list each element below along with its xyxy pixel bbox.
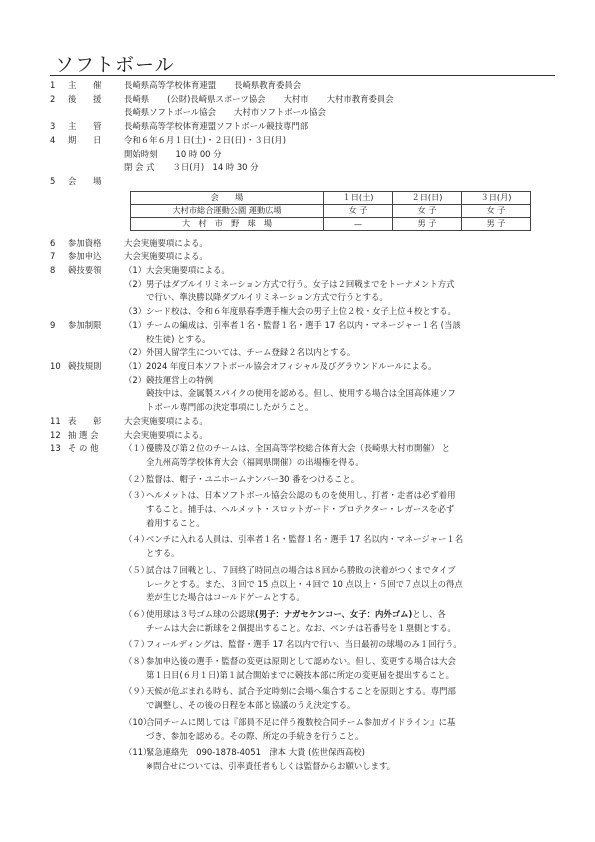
venue-table-header: [131, 191, 531, 204]
section-label: 参加資格: [68, 237, 102, 248]
table-cell: 大 村 市 野 球 場: [131, 217, 324, 230]
list-item: [50, 473, 555, 487]
section-label: 競技規則: [68, 360, 102, 371]
list-item-number: （８）: [124, 656, 150, 667]
section-number: 10: [50, 360, 61, 371]
list-item: [50, 638, 555, 652]
list-item-text: 合同チームに関しては『部員不足に伴う複数校合同チーム参加ガイドライン』に基 づき、参加を認める。その際、所定の手続きを行うこと。: [146, 716, 456, 741]
sponsor: (公財)長崎県スポーツ協会: [167, 93, 266, 104]
list-item-text: ベンチに入れる人員は、引率者１名・監督１名・選手 17 名以内・マネージャー１名 とする。: [146, 534, 464, 559]
section-dates: [50, 134, 555, 148]
section-label: 参加制限: [68, 319, 102, 330]
sponsor: 大村市ソフトボール協会: [233, 107, 326, 118]
list-item-text: ヘルメットは、日本ソフトボール協会公認のものを使用し、打者・走者は必ず着用 すること。捕手は、ヘルメット・スロットガード・プロテクター・レガースを必ず 着用すること。: [146, 490, 456, 528]
section-eligibility: [50, 237, 555, 251]
list-item-number: （６）: [124, 608, 150, 619]
section-venue: [50, 175, 555, 189]
list-item: （2） 競技運営上の特例 競技中は、金属製スパイクの使用を認める。但し、使用する場合は全国高体連ソフ トボール専門部の決定事項にしたがうこと。: [124, 374, 456, 413]
table-cell: 女 子: [324, 204, 393, 217]
table-cell: 男 子: [393, 217, 462, 230]
column-header: １日(土): [324, 191, 393, 204]
list-item-number: （３）: [124, 490, 150, 501]
list-item-text: 監督は、帽子・ユニホームナンバー30 番をつけること。: [146, 473, 360, 484]
section-label: 主 管: [68, 121, 102, 132]
start-time-label: 開始時刻: [124, 148, 158, 159]
section-draw: [50, 429, 555, 443]
closing-ceremony-label: 閉 会 式: [124, 162, 155, 173]
list-item-number: （２）: [124, 473, 150, 484]
list-item-text: 緊急連絡先 090-1878-4051 津本 大貴 (佐世保西高校) ※問合せについては、引率責任者もしくは監督からお願いします。: [146, 747, 396, 771]
section-number: 1: [50, 80, 56, 90]
section-number: 3: [50, 121, 56, 132]
list-item-number: （４）: [124, 534, 150, 545]
section-number: 5: [50, 175, 56, 186]
section-awards: [50, 415, 555, 429]
organizer-1: 長崎県高等学校体育連盟: [124, 80, 217, 90]
section-application: [50, 250, 555, 264]
section-number: 8: [50, 265, 56, 276]
section-label: 期 日: [68, 134, 102, 145]
section-value: 大会実施要項による。: [124, 251, 208, 262]
venue-table: [130, 191, 531, 231]
column-header: ２日(日): [393, 191, 462, 204]
section-sponsor: [50, 93, 555, 107]
section-number: 6: [50, 237, 56, 248]
table-cell: 女 子: [462, 204, 531, 217]
list-item-text: 使用球は３号ゴム球の公認球(男子：ナガセケンコー、女子：内外ゴム)とし、各 チームは大会に新球を２個提出すること。なお、ベンチは若番号を１塁側とする。: [146, 608, 456, 633]
list-item: （2） 男子はダブルイリミネーション方式で行う。女子は２回戦までをトーナメント方式 で行い、準決勝以降ダブルイリミネーション方式で行うとする。: [124, 278, 455, 303]
section-number: 13: [50, 443, 61, 454]
list-item-text: 試合は７回戦とし、７回終了時同点の場合は８回から勝敗の決着がつくまでタイブ レークとする。また、３回で 15 点以上・４回で 10 点以上・５回で７点以上の得点 差が生じた場合はコールドゲームとする。: [146, 564, 463, 603]
section-label: 後 援: [68, 93, 102, 104]
list-item: [50, 655, 555, 682]
list-item-number: （７）: [124, 639, 150, 650]
list-item: [50, 533, 555, 560]
section-organizer: [50, 79, 555, 93]
section-label: 会 場: [68, 175, 102, 186]
section-number: 7: [50, 251, 56, 262]
section-management: [50, 120, 555, 134]
list-item-number: （11）: [124, 747, 152, 758]
sponsor: 長崎県ソフトボール協会: [124, 107, 216, 118]
column-header: ３日(月): [462, 191, 531, 204]
list-item-text: 優勝及び第２位のチームは、全国高等学校総合体育大会（長崎県大村市開催） と 全九州高等学校体育大会（福岡県開催）の出場権を得る。: [146, 443, 451, 467]
section-label: 参加申込: [68, 251, 102, 262]
list-item-text: 天候が危ぶまれる時も、試合予定時刻に会場へ集合することを原則とする。専門部 で調整し、その後の日程を本部と協議のうえ決定する。: [146, 686, 456, 711]
section-number: 11: [50, 415, 61, 426]
section-label: そ の 他: [68, 443, 99, 454]
table-row: [131, 204, 531, 217]
list-item: [50, 489, 555, 530]
section-label: 主 催: [68, 80, 102, 90]
section-value: 大会実施要項による。: [124, 415, 208, 426]
section-label: 表 彰: [68, 415, 102, 426]
event-dates: 令和６年６月１日(土)・２日(日)・３日(月): [124, 134, 286, 145]
management-value: 長崎県高等学校体育連盟ソフトボール競技専門部: [124, 121, 309, 132]
sponsor: 大村市: [283, 93, 309, 104]
organizer-2: 長崎県教育委員会: [234, 80, 302, 90]
table-cell: 男 子: [462, 217, 531, 230]
list-item: （2） 外国人留学生については、チーム登録２名以内とする。: [124, 347, 356, 358]
section-number: 4: [50, 134, 56, 145]
list-item: （1） 2024 年度日本ソフトボール協会オフィシャル及びグラウンドルールによる。: [124, 361, 437, 371]
table-row: [131, 217, 531, 230]
sponsor: 大村市教育委員会: [326, 93, 394, 104]
list-item: [50, 564, 555, 605]
list-item-number: （５）: [124, 564, 150, 575]
section-number: 12: [50, 429, 61, 440]
list-item-number: （10）: [124, 716, 152, 727]
section-value: 大会実施要項による。: [124, 237, 208, 248]
list-item: （1） 大会実施要項による。: [124, 265, 230, 276]
list-item-number: （１）: [124, 443, 150, 454]
list-item-number: （９）: [124, 686, 150, 697]
list-item: （3） シード校は、令和６年度県春季選手権大会の男子上位２校・女子上位４校とする。: [124, 306, 456, 317]
title-rule: [50, 75, 555, 76]
start-time: 10 時 00 分: [175, 148, 222, 159]
section-label: 抽 選 会: [68, 429, 99, 440]
column-header: 会 場: [131, 191, 324, 204]
section-label: 競技要領: [68, 265, 102, 276]
page-title: ソフトボール: [55, 54, 175, 76]
section-number: 9: [50, 319, 56, 330]
table-cell: 大村市総合運動公園 運動広場: [131, 204, 324, 217]
other-items-list: [50, 442, 555, 773]
sponsor: 長崎県: [124, 93, 150, 104]
table-cell: 女 子: [393, 204, 462, 217]
list-item: [50, 608, 555, 635]
list-item: [50, 716, 555, 743]
closing-ceremony-time: ３日(月) 14 時 30 分: [172, 162, 259, 173]
document-body: [50, 79, 555, 774]
section-number: 2: [50, 93, 56, 104]
list-item-text: 参加申込後の選手・監督の変更は原則として認めない。但し、変更する場合は大会 第１日目(６月１日)第１試合開始までに競技本部に所定の変更届を提出すること。: [146, 656, 456, 680]
list-item: [50, 746, 555, 773]
list-item: （1） チームの編成は、引率者１名・監督１名・選手 17 名以内・マネージャー１名 (当該 校生徒) とする。: [124, 319, 461, 344]
list-item: [50, 685, 555, 712]
list-item-text: フィールディングは、監督・選手 17 名以内で行い、当日最初の球場のみ１回行う。: [146, 639, 462, 650]
section-value: 大会実施要項による。: [124, 429, 208, 440]
list-item: [50, 442, 555, 469]
table-cell: —: [324, 217, 393, 230]
